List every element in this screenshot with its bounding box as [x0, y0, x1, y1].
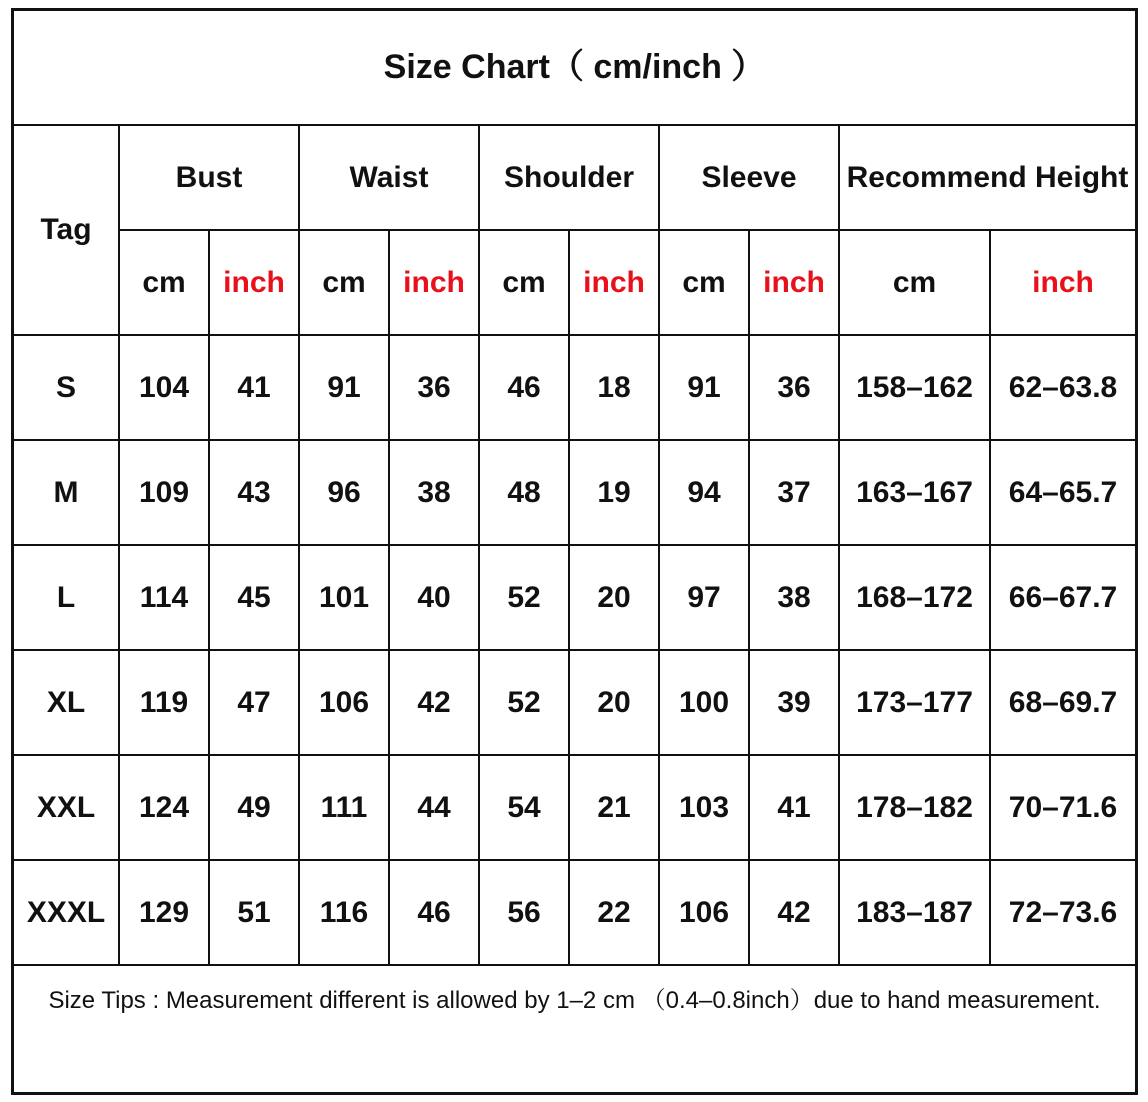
unit-cm: cm	[660, 231, 750, 336]
table-cell: 64–65.7	[991, 441, 1135, 546]
table-cell: 114	[120, 546, 210, 651]
unit-inch: inch	[570, 231, 660, 336]
tag-header: Tag	[14, 126, 120, 336]
table-cell: 19	[570, 441, 660, 546]
table-cell: 36	[750, 336, 840, 441]
table-cell: 106	[300, 651, 390, 756]
table-cell: 54	[480, 756, 570, 861]
size-tips: Size Tips : Measurement different is allowed by 1–2 cm （0.4–0.8inch）due to hand measurement.	[48, 987, 1101, 1014]
table-cell: 178–182	[840, 756, 991, 861]
table-cell: 20	[570, 651, 660, 756]
table-cell: 42	[390, 651, 480, 756]
table-cell: 36	[390, 336, 480, 441]
table-cell: 91	[660, 336, 750, 441]
table-cell: 62–63.8	[991, 336, 1135, 441]
table-cell: 52	[480, 651, 570, 756]
table-cell: 104	[120, 336, 210, 441]
table-cell: 21	[570, 756, 660, 861]
table-cell: 163–167	[840, 441, 991, 546]
size-tag: XL	[14, 651, 120, 756]
table-cell: 49	[210, 756, 300, 861]
header-bust: Bust	[120, 126, 300, 231]
table-cell: 45	[210, 546, 300, 651]
table-cell: 38	[750, 546, 840, 651]
unit-inch: inch	[991, 231, 1135, 336]
unit-inch: inch	[390, 231, 480, 336]
table-cell: 43	[210, 441, 300, 546]
table-cell: 37	[750, 441, 840, 546]
table-cell: 41	[750, 756, 840, 861]
table-cell: 44	[390, 756, 480, 861]
header-recommend-height: Recommend Height	[840, 126, 1135, 231]
table-cell: 129	[120, 861, 210, 966]
table-cell: 168–172	[840, 546, 991, 651]
unit-cm: cm	[300, 231, 390, 336]
table-cell: 70–71.6	[991, 756, 1135, 861]
unit-inch: inch	[210, 231, 300, 336]
table-cell: 111	[300, 756, 390, 861]
table-cell: 97	[660, 546, 750, 651]
table-cell: 119	[120, 651, 210, 756]
table-cell: 38	[390, 441, 480, 546]
table-cell: 91	[300, 336, 390, 441]
table-cell: 46	[390, 861, 480, 966]
header-sleeve: Sleeve	[660, 126, 840, 231]
size-tag: L	[14, 546, 120, 651]
table-cell: 20	[570, 546, 660, 651]
table-cell: 66–67.7	[991, 546, 1135, 651]
table-cell: 109	[120, 441, 210, 546]
unit-cm: cm	[480, 231, 570, 336]
table-cell: 158–162	[840, 336, 991, 441]
table-cell: 47	[210, 651, 300, 756]
table-cell: 103	[660, 756, 750, 861]
size-chart-table	[11, 8, 1138, 1095]
table-cell: 173–177	[840, 651, 991, 756]
table-cell: 22	[570, 861, 660, 966]
table-cell: 40	[390, 546, 480, 651]
table-cell: 100	[660, 651, 750, 756]
table-cell: 124	[120, 756, 210, 861]
table-cell: 39	[750, 651, 840, 756]
header-shoulder: Shoulder	[480, 126, 660, 231]
table-cell: 18	[570, 336, 660, 441]
table-cell: 106	[660, 861, 750, 966]
table-cell: 72–73.6	[991, 861, 1135, 966]
header-waist: Waist	[300, 126, 480, 231]
unit-inch: inch	[750, 231, 840, 336]
table-cell: 52	[480, 546, 570, 651]
size-tag: S	[14, 336, 120, 441]
table-cell: 101	[300, 546, 390, 651]
table-cell: 56	[480, 861, 570, 966]
table-cell: 183–187	[840, 861, 991, 966]
table-cell: 51	[210, 861, 300, 966]
table-cell: 41	[210, 336, 300, 441]
unit-cm: cm	[840, 231, 991, 336]
table-cell: 94	[660, 441, 750, 546]
chart-title: Size Chart（ cm/inch ）	[14, 11, 1135, 126]
size-tag: M	[14, 441, 120, 546]
unit-cm: cm	[120, 231, 210, 336]
size-tag: XXL	[14, 756, 120, 861]
table-cell: 48	[480, 441, 570, 546]
table-cell: 42	[750, 861, 840, 966]
size-tag: XXXL	[14, 861, 120, 966]
table-cell: 116	[300, 861, 390, 966]
table-cell: 68–69.7	[991, 651, 1135, 756]
table-cell: 96	[300, 441, 390, 546]
table-cell: 46	[480, 336, 570, 441]
